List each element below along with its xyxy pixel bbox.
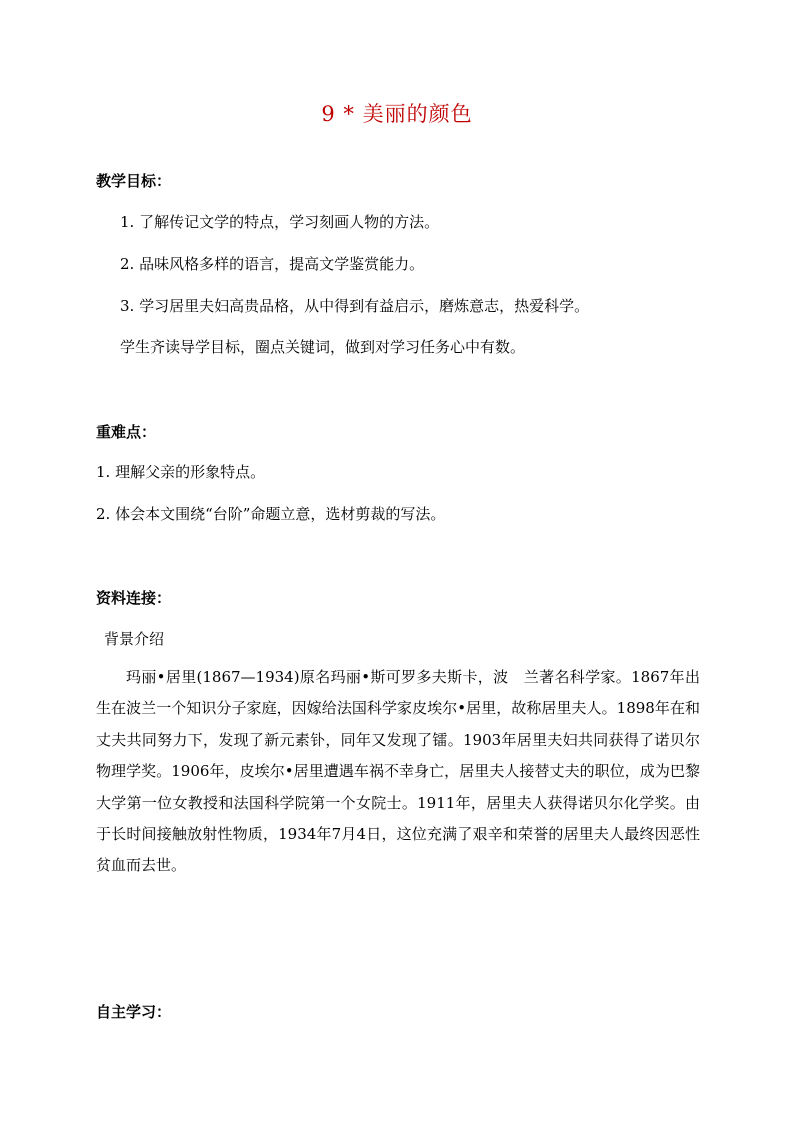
objective-item-1: 1. 了解传记文学的特点，学习刻画人物的方法。: [120, 213, 440, 231]
objective-item-3: 3. 学习居里夫妇高贵品格，从中得到有益启示，磨炼意志，热爱科学。: [120, 297, 590, 315]
background-subheading: 背景介绍: [104, 630, 165, 648]
background-paragraph: 玛丽•居里(1867—1934)原名玛丽•斯可罗多夫斯卡，波 兰著名科学家。1867年出生在波兰一个知识分子家庭，因嫁给法国科学家皮埃尔•居里，故称居里夫人。1898年在和丈夫共同努力下，发现了新元素钋，同年又发现了镭。1903年居里夫妇共同获得了诺贝尔物理学奖。1906年，皮埃尔•居里遭遇车祸不幸身亡，居里夫人接替丈夫的职位，成为巴黎大学第一位女教授和法国科学院第一个女院士。1911年，居里夫人获得诺贝尔化学奖。由于长时间接触放射性物质，1934年7月4日，这位充满了艰辛和荣誉的居里夫人最终因恶性贫血而去世。: [96, 668, 700, 875]
self-study-heading: 自主学习：: [96, 1003, 172, 1021]
page-title: 9 * 美丽的颜色: [321, 102, 473, 126]
objectives-heading: 教学目标：: [96, 172, 172, 190]
key-points-heading: 重难点：: [96, 423, 157, 441]
objective-item-2: 2. 品味风格多样的语言，提高文学鉴赏能力。: [120, 255, 425, 273]
key-point-item-2: 2. 体会本文围绕“台阶”命题立意，选材剪裁的写法。: [96, 505, 446, 523]
resources-heading: 资料连接：: [96, 589, 172, 607]
key-point-item-1: 1. 理解父亲的形象特点。: [96, 463, 266, 481]
objectives-note: 学生齐读导学目标，圈点关键词，做到对学习任务心中有数。: [120, 338, 526, 356]
